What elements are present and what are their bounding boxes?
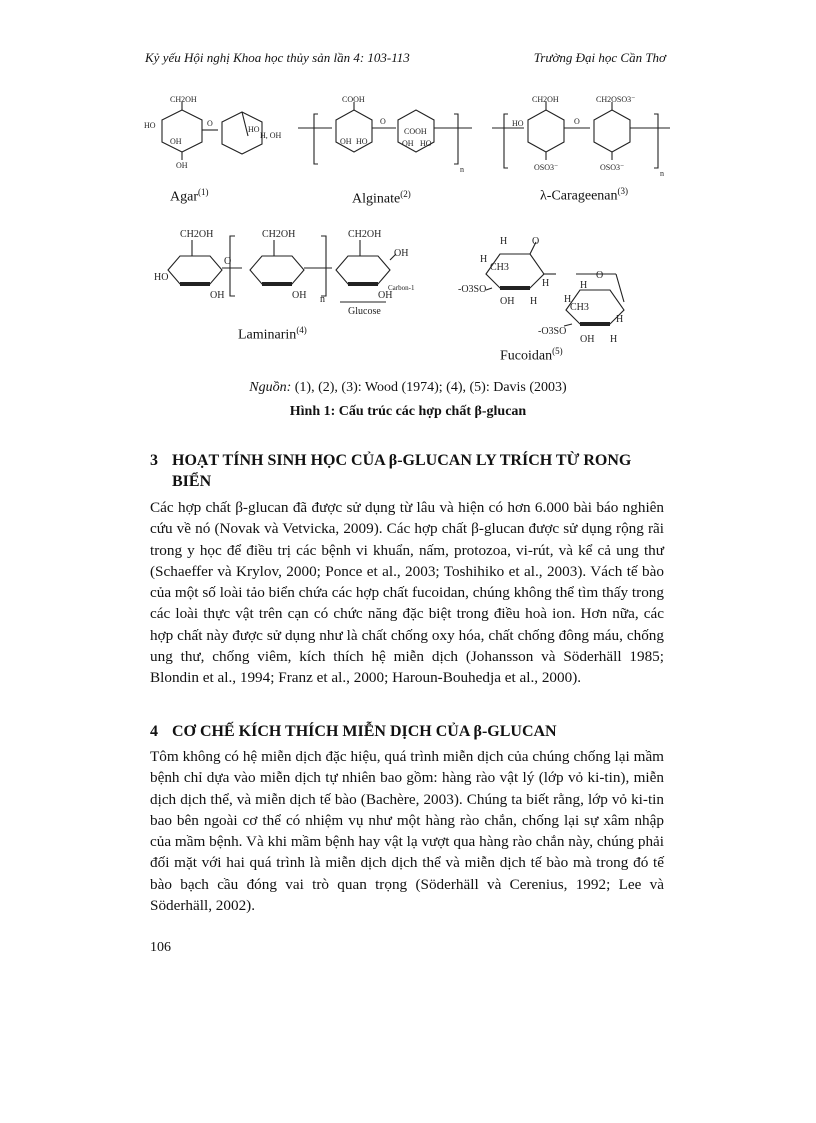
agar-label-6: H, OH — [260, 131, 282, 140]
fucoidan-label-7: -O3SO — [458, 284, 487, 295]
agar-label-2: HO — [144, 121, 156, 130]
carageenan-label-7: n — [660, 169, 664, 178]
alginate-label-2: COOH — [404, 127, 427, 136]
agar-structure — [140, 92, 290, 180]
laminarin-structure — [150, 222, 420, 322]
alginate-label-8: n — [460, 165, 464, 174]
fucoidan-label-15: OH — [580, 334, 595, 345]
fucoidan-structure — [456, 222, 646, 350]
laminarin-label-7: OH — [378, 290, 393, 301]
fucoidan-label-10: H — [564, 294, 572, 305]
fucoidan-label-12: H — [616, 314, 624, 325]
agar-caption: Agar$^{(1)}$ — [170, 187, 209, 205]
section-3-paragraph: Các hợp chất β-glucan đã được sử dụng từ lâu và hiện có hơn 6.000 bài báo nghiên cứu về nó (Novak và Vetvicka, 2009). Các hợp chất β-glucan được sử dụng rộng rãi trong y học để điều trị các bệnh vi khuẩn, nấm, protozoa, vi-rút, và kể cả ung thư (Schaeffer và Krylov, 2000; Ponce et al., 2003; Toshihiko et al., 2003). Vách tế bào của một số loài tảo biển chứa các hợp chất fucoidan, chúng không thể tìm thấy trong các loài thực vật trên cạn có chức năng đặc biệt trong điều hoà ion. Hơn nữa, các hợp chất này được sử dụng như là chất chống oxy hóa, chất chống đông máu, chống ung thư, chống viêm, kích thích hệ miễn dịch (Johansson và Söderhäll 1985; Blondin et al., 1994; Franz et al., 2000; Haroun-Bouhedja et al., 2000). — [150, 499, 664, 687]
section-4-heading: 4 CƠ CHẾ KÍCH THÍCH MIỄN DỊCH CỦA β-GLUCAN — [150, 723, 557, 740]
fucoidan-label-16: H — [610, 334, 618, 345]
fucoidan-label-11: H — [580, 280, 588, 291]
alginate-label-3: OH — [340, 137, 352, 146]
fucoidan-label-4: CH3 — [490, 262, 509, 273]
laminarin-label-6: OH — [292, 290, 307, 301]
agar-label-5: HO — [248, 125, 260, 134]
laminarin-label-5: OH — [210, 290, 225, 301]
fucoidan-label-8: OH — [500, 296, 515, 307]
carageenan-label-6: O — [574, 117, 580, 126]
agar-label-7: O — [207, 119, 213, 128]
fucoidan-label-6: O — [596, 270, 604, 281]
agar-label-1: CH2OH — [170, 95, 197, 104]
laminarin-label-1: CH2OH — [180, 229, 214, 240]
agar-label-3: OH — [170, 137, 182, 146]
laminarin-label-4: HO — [154, 272, 169, 283]
fucoidan-caption: Fucoidan$^{(5)}$ — [500, 346, 563, 364]
running-header-left: Kỷ yếu Hội nghị Khoa học thủy sản lần 4: 103-113 — [145, 50, 410, 65]
laminarin-label-3: CH2OH — [348, 229, 382, 240]
carageenan-label-5: OSO3⁻ — [600, 163, 625, 172]
fucoidan-label-14: -O3SO — [538, 326, 567, 337]
alginate-label-7: O — [380, 117, 386, 126]
laminarin-label-11: Carbon-1 — [388, 284, 415, 292]
carageenan-label-1: CH2OH — [532, 95, 559, 104]
agar-label-4: OH — [176, 161, 188, 170]
carageenan-label-2: CH2OSO3⁻ — [596, 95, 636, 104]
carageenan-caption: λ-Carageenan$^{(3)}$ — [540, 186, 629, 204]
fucoidan-label-5: H — [542, 278, 550, 289]
laminarin-caption: Laminarin$^{(4)}$ — [238, 325, 307, 343]
section-4-paragraph: Tôm không có hệ miễn dịch đặc hiệu, quá trình miễn dịch của chúng chống lại mầm bệnh chỉ dựa vào miễn dịch tự nhiên bao gồm: hàng rào vật lý (lớp vỏ ki-tin), miễn dịch dịch thể, và miễn dịch tế bào (Bachère, 2003). Chúng ta biết rằng, lớp vỏ ki-tin bao bên ngoài cơ thể có nhiệm vụ như một hàng rào chắn, chống lại sự xâm nhập của mầm bệnh. Và khi mầm bệnh hay vật lạ vượt qua hàng rào chắn này, chúng phải đối mặt với hai quá trình là miễn dịch dịch thể và miễn dịch tế bào mà trong đó tế bào bạch cầu đóng vai trò quan trọng (Söderhäll và Cerenius, 1992; Lee và Söderhäll, 2002). — [150, 748, 664, 915]
fucoidan-label-1: H — [500, 236, 508, 247]
carageenan-label-3: HO — [512, 119, 524, 128]
figure-title: Hình 1: Cấu trúc các hợp chất β-glucan — [289, 404, 527, 419]
page-number: 106 — [150, 940, 171, 955]
fucoidan-label-9: H — [530, 296, 538, 307]
laminarin-label-9: O — [224, 256, 232, 267]
carageenan-label-4: OSO3⁻ — [534, 163, 559, 172]
section-3-heading: 3 HOẠT TÍNH SINH HỌC CỦA β-GLUCAN LY TRÍCH TỪ RONG BIỂN — [150, 452, 632, 490]
alginate-label-1: COOH — [342, 95, 365, 104]
running-header-right: Trường Đại học Cần Thơ — [533, 50, 666, 65]
fucoidan-label-3: H — [480, 254, 488, 265]
alginate-label-5: OH — [402, 139, 414, 148]
laminarin-label-12: Glucose — [348, 306, 381, 317]
laminarin-label-10: n — [320, 294, 325, 305]
alginate-caption: Alginate$^{(2)}$ — [352, 189, 411, 207]
alginate-label-6: HO — [420, 139, 432, 148]
carageenan-structure — [488, 92, 674, 182]
alginate-structure — [296, 92, 476, 180]
fucoidan-label-13: CH3 — [570, 302, 589, 313]
laminarin-label-8: OH — [394, 248, 409, 259]
alginate-label-4: HO — [356, 137, 368, 146]
fucoidan-label-2: O — [532, 236, 540, 247]
laminarin-label-2: CH2OH — [262, 229, 296, 240]
figure-source: Nguồn: (1), (2), (3): Wood (1974); (4), (5): Davis (2003) — [249, 380, 567, 395]
